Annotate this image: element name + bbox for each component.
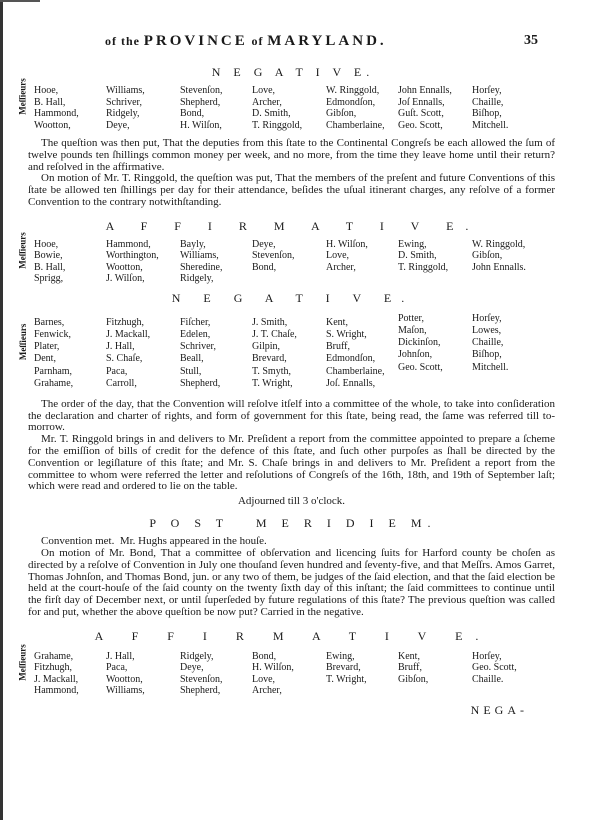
vote1-heading: N E G A T I V E. [211, 65, 375, 79]
name-column [472, 85, 508, 131]
member-name: Bowie, [34, 250, 63, 262]
member-name: W. Ringgold, [326, 85, 380, 96]
member-name: Williams, [106, 85, 145, 96]
member-name: Kent, [398, 650, 420, 662]
member-name: Shepherd, [180, 96, 221, 108]
member-name: John Ennalls. [472, 261, 526, 273]
member-name: Lowes, [472, 324, 502, 336]
member-name: T. Wright, [326, 673, 367, 685]
vote4-heading: A F F I R M A T I V E. [94, 628, 492, 643]
member-name: J. Smith, [252, 316, 288, 328]
vote4-names [17, 643, 558, 699]
member-name: Edmondſon, [326, 96, 376, 108]
member-name: Williams, [106, 685, 145, 697]
member-name: Gibſon, [472, 250, 503, 262]
member-name: Barnes, [34, 316, 65, 328]
name-column [252, 85, 302, 131]
member-name: Chaille, [472, 337, 504, 349]
member-name: Gibſon, [326, 108, 357, 119]
member-name: Bruff, [398, 662, 422, 674]
member-name: Sprigg, [34, 273, 64, 285]
member-name: Grahame, [34, 377, 74, 389]
member-name: Shepherd, [180, 685, 221, 697]
vote3-names [17, 312, 558, 391]
messieurs-label: Meſſieurs [17, 643, 28, 681]
member-name: Geo. Scott, [398, 119, 443, 131]
member-name: Ridgely, [106, 108, 140, 119]
name-column [326, 85, 385, 131]
name-column [472, 313, 508, 374]
paragraph: The queſtion was then put, That the deputies from this ſtate to the Continental Congreſs be each allowed the ſum of twelve pounds ten ſhillings common money per week, and no more, from the time they leave home until their return? and reſolved in the affirmative. [28, 137, 555, 173]
vote1-names [17, 78, 558, 133]
header-state: MARYLAND. [267, 33, 387, 49]
member-name: Edelen, [180, 328, 211, 340]
member-name: Fenwick, [34, 328, 71, 340]
member-name: Ridgely, [180, 273, 214, 285]
member-name: Bruff, [326, 341, 350, 353]
member-name: Brevard, [326, 662, 361, 674]
name-column [34, 85, 79, 131]
name-column [398, 85, 452, 131]
member-name: Dent, [34, 353, 56, 365]
member-name: Ewing, [326, 650, 355, 662]
member-name: J. T. Chaſe, [252, 328, 297, 340]
member-name: Bond, [252, 650, 277, 662]
name-column [326, 317, 385, 390]
member-name: Carroll, [106, 377, 137, 389]
member-name: Horſey, [472, 85, 502, 96]
scan-edge [0, 0, 3, 820]
vote3-heading: N E G A T I V E. [171, 290, 415, 305]
member-name: Dickinſon, [398, 337, 441, 349]
header-of: of [251, 34, 264, 48]
member-name: Chaille. [472, 673, 504, 685]
member-name: Stevenſon, [180, 85, 223, 96]
member-name: Love, [252, 85, 276, 96]
vote2-names [17, 232, 558, 287]
name-column [34, 239, 65, 285]
member-name: Chaille, [472, 96, 504, 108]
member-name: T. Wright, [252, 377, 293, 389]
member-name: Fitzhugh, [34, 662, 73, 674]
member-name: Hammond, [34, 108, 79, 119]
member-name: Chamberlaine, [326, 119, 385, 131]
member-name: D. Smith, [398, 250, 437, 262]
header-province: PROVINCE [143, 33, 248, 49]
member-name: Hooe, [34, 238, 59, 250]
member-name: Paca, [106, 365, 128, 377]
member-name: Williams, [180, 250, 219, 262]
member-name: J. Mackall, [34, 673, 79, 685]
member-name: Parnham, [34, 365, 73, 377]
member-name: Fitzhugh, [106, 316, 145, 328]
member-name: H. Wilſon, [180, 119, 222, 131]
name-column [472, 239, 526, 274]
member-name: Love, [326, 250, 350, 262]
paragraphs-block-1 [28, 138, 555, 209]
member-name: Chamberlaine, [326, 365, 385, 377]
member-name: Gibſon, [398, 673, 429, 685]
member-name: Potter, [398, 312, 424, 324]
paragraphs-block-3 [28, 536, 555, 619]
messieurs-label: Meſſieurs [17, 323, 28, 360]
member-name: Bayly, [180, 238, 206, 250]
name-column [398, 313, 443, 374]
member-name: Ridgely, [180, 650, 214, 662]
page-content [17, 33, 558, 717]
member-name: S. Wright, [326, 328, 367, 340]
name-column [106, 239, 159, 285]
member-name: Deye, [252, 238, 276, 250]
catchword: NEGA- [470, 702, 528, 717]
messieurs-label: Meſſieurs [17, 78, 28, 115]
member-name: Wootton, [106, 261, 143, 273]
member-name: B. Hall, [34, 261, 66, 273]
page-number: 35 [524, 33, 538, 48]
adjourned-note: Adjourned till 3 o'clock. [237, 495, 346, 508]
member-name: Schriver, [180, 341, 216, 353]
member-name: Worthington, [106, 250, 159, 262]
member-name: Deye, [180, 662, 204, 674]
member-name: T. Ringgold, [398, 261, 449, 273]
member-name: Biſhop, [472, 108, 502, 119]
member-name: Bond, [180, 108, 205, 119]
running-header [105, 33, 387, 50]
vote2-heading: A F F I R M A T I V E. [105, 218, 481, 233]
member-name: J. Mackall, [106, 328, 151, 340]
member-name: Edmondſon, [326, 353, 376, 365]
name-column [398, 651, 428, 686]
member-name: Grahame, [34, 650, 74, 662]
name-column [472, 651, 517, 686]
member-name: Sheredine, [180, 261, 223, 273]
member-name: Kent, [326, 316, 348, 328]
member-name: Beall, [180, 353, 204, 365]
name-column [180, 651, 223, 697]
scan-edge-top [0, 0, 40, 2]
messieurs-label: Meſſieurs [17, 232, 28, 269]
paragraph: The order of the day, that the Convention will reſolve itſelf into a committee of the whole, to take into conſideration the declaration and charter of rights, and form of government for this ſtate, being read, the ſame was referred till to-morrow. [28, 397, 555, 434]
name-column [180, 239, 223, 285]
running-header-row [28, 33, 558, 55]
member-name: D. Smith, [252, 108, 291, 119]
member-name: J. Wilſon, [106, 273, 145, 285]
name-column [252, 317, 297, 390]
member-name: Hammond, [106, 238, 151, 250]
name-column [106, 85, 145, 131]
name-column [34, 651, 79, 697]
paragraph: Mr. T. Ringgold brings in and delivers to Mr. Preſident a report from the committee appointed to prepare a ſcheme for the emiſſion of bills of credit for the defence of this ſtate, and ſuch other purpoſes as ſhall be directed by the Convention or legiſlature of this ſtate; and Mr. S. Chaſe brings in and delivers to Mr. Preſident a report from the committee to whom were referred the letter and reſolutions of Congreſs of the 16th, 18th, and 19th of September laſt; which were read and ordered to lie on the table. [28, 433, 555, 493]
member-name: Archer, [252, 96, 282, 108]
member-name: Maſon, [398, 324, 427, 336]
name-column [326, 651, 367, 686]
name-column [252, 651, 294, 697]
member-name: Brevard, [252, 353, 287, 365]
member-name: Wootton, [34, 119, 71, 131]
member-name: Guſt. Scott, [398, 108, 444, 119]
member-name: W. Ringgold, [472, 238, 526, 250]
member-name: Mitchell. [472, 361, 509, 373]
name-column [398, 239, 448, 274]
name-column [34, 317, 73, 390]
member-name: Joſ. Ennalls, [326, 377, 376, 389]
member-name: Stevenſon, [180, 673, 223, 685]
member-name: Deye, [106, 119, 130, 131]
member-name: Joſ Ennalls, [398, 96, 445, 108]
member-name: Johnſon, [398, 349, 433, 361]
member-name: H. Wilſon, [326, 238, 368, 250]
member-name: Paca, [106, 662, 128, 674]
member-name: Mitchell. [472, 119, 509, 131]
member-name: Horſey, [472, 650, 502, 662]
name-column [326, 239, 368, 274]
member-name: Archer, [252, 685, 282, 697]
name-column [180, 85, 223, 131]
member-name: Archer, [326, 261, 356, 273]
paragraph: On motion of Mr. T. Ringgold, the queſtion was put, That the members of the preſent and future Conventions of this ſtate be allowed ten ſhillings per day for their attendance, beſides the uſual itinerant charges, any reſolve of a former Convention to the contrary notwithſtanding. [28, 172, 555, 208]
member-name: J. Hall, [106, 650, 135, 662]
member-name: H. Wilſon, [252, 662, 294, 674]
member-name: Gilpin, [252, 341, 281, 353]
member-name: Geo. Scott, [472, 662, 517, 674]
member-name: Bond, [252, 261, 277, 273]
header-prefix: of the [105, 34, 140, 48]
member-name: Biſhop, [472, 349, 502, 361]
name-column [106, 317, 150, 390]
paragraph: Convention met. Mr. Hughs appeared in the houſe. [41, 535, 267, 548]
member-name: Stull, [180, 365, 202, 377]
member-name: B. Hall, [34, 96, 66, 108]
paragraph: On motion of Mr. Bond, That a committee of obſervation and licencing ſuits for Harford county be choſen as directed by a reſolve of Convention in July one thouſand ſeven hundred and ſeventy-five, and that Meſſrs. Amos Garret, Thomas Johnſon, and Thomas Bond, jun. or any two of them, be judges of the ſaid election, and that the ſaid election be held at the court-houſe of the ſaid county on the twenty ſixth day of this inſtant; the ſaid committees to continue until the firſt day of December next, or until ſuperſeded by future regulations of this ſtate? The previous queſtion was called for and put, whether the above queſtion be now put? Carried in the negative. [28, 546, 555, 618]
post-meridiem-heading: P O S T M E R I D I E M. [149, 516, 437, 531]
member-name: Shepherd, [180, 377, 221, 389]
member-name: Fiſcher, [180, 316, 211, 328]
name-column [106, 651, 145, 697]
name-column [180, 317, 220, 390]
member-name: T. Ringgold, [252, 119, 303, 131]
member-name: S. Chaſe, [106, 353, 143, 365]
member-name: Love, [252, 673, 276, 685]
member-name: Ewing, [398, 238, 427, 250]
member-name: Plater, [34, 341, 60, 353]
member-name: Wootton, [106, 673, 143, 685]
member-name: Schriver, [106, 96, 142, 108]
member-name: T. Smyth, [252, 365, 291, 377]
member-name: Hooe, [34, 85, 59, 96]
member-name: J. Hall, [106, 341, 135, 353]
member-name: Horſey, [472, 312, 502, 324]
paragraphs-block-2 [28, 399, 555, 493]
member-name: Stevenſon, [252, 250, 295, 262]
member-name: Hammond, [34, 685, 79, 697]
member-name: John Ennalls, [398, 85, 452, 96]
member-name: Geo. Scott, [398, 361, 443, 373]
name-column [252, 239, 295, 274]
